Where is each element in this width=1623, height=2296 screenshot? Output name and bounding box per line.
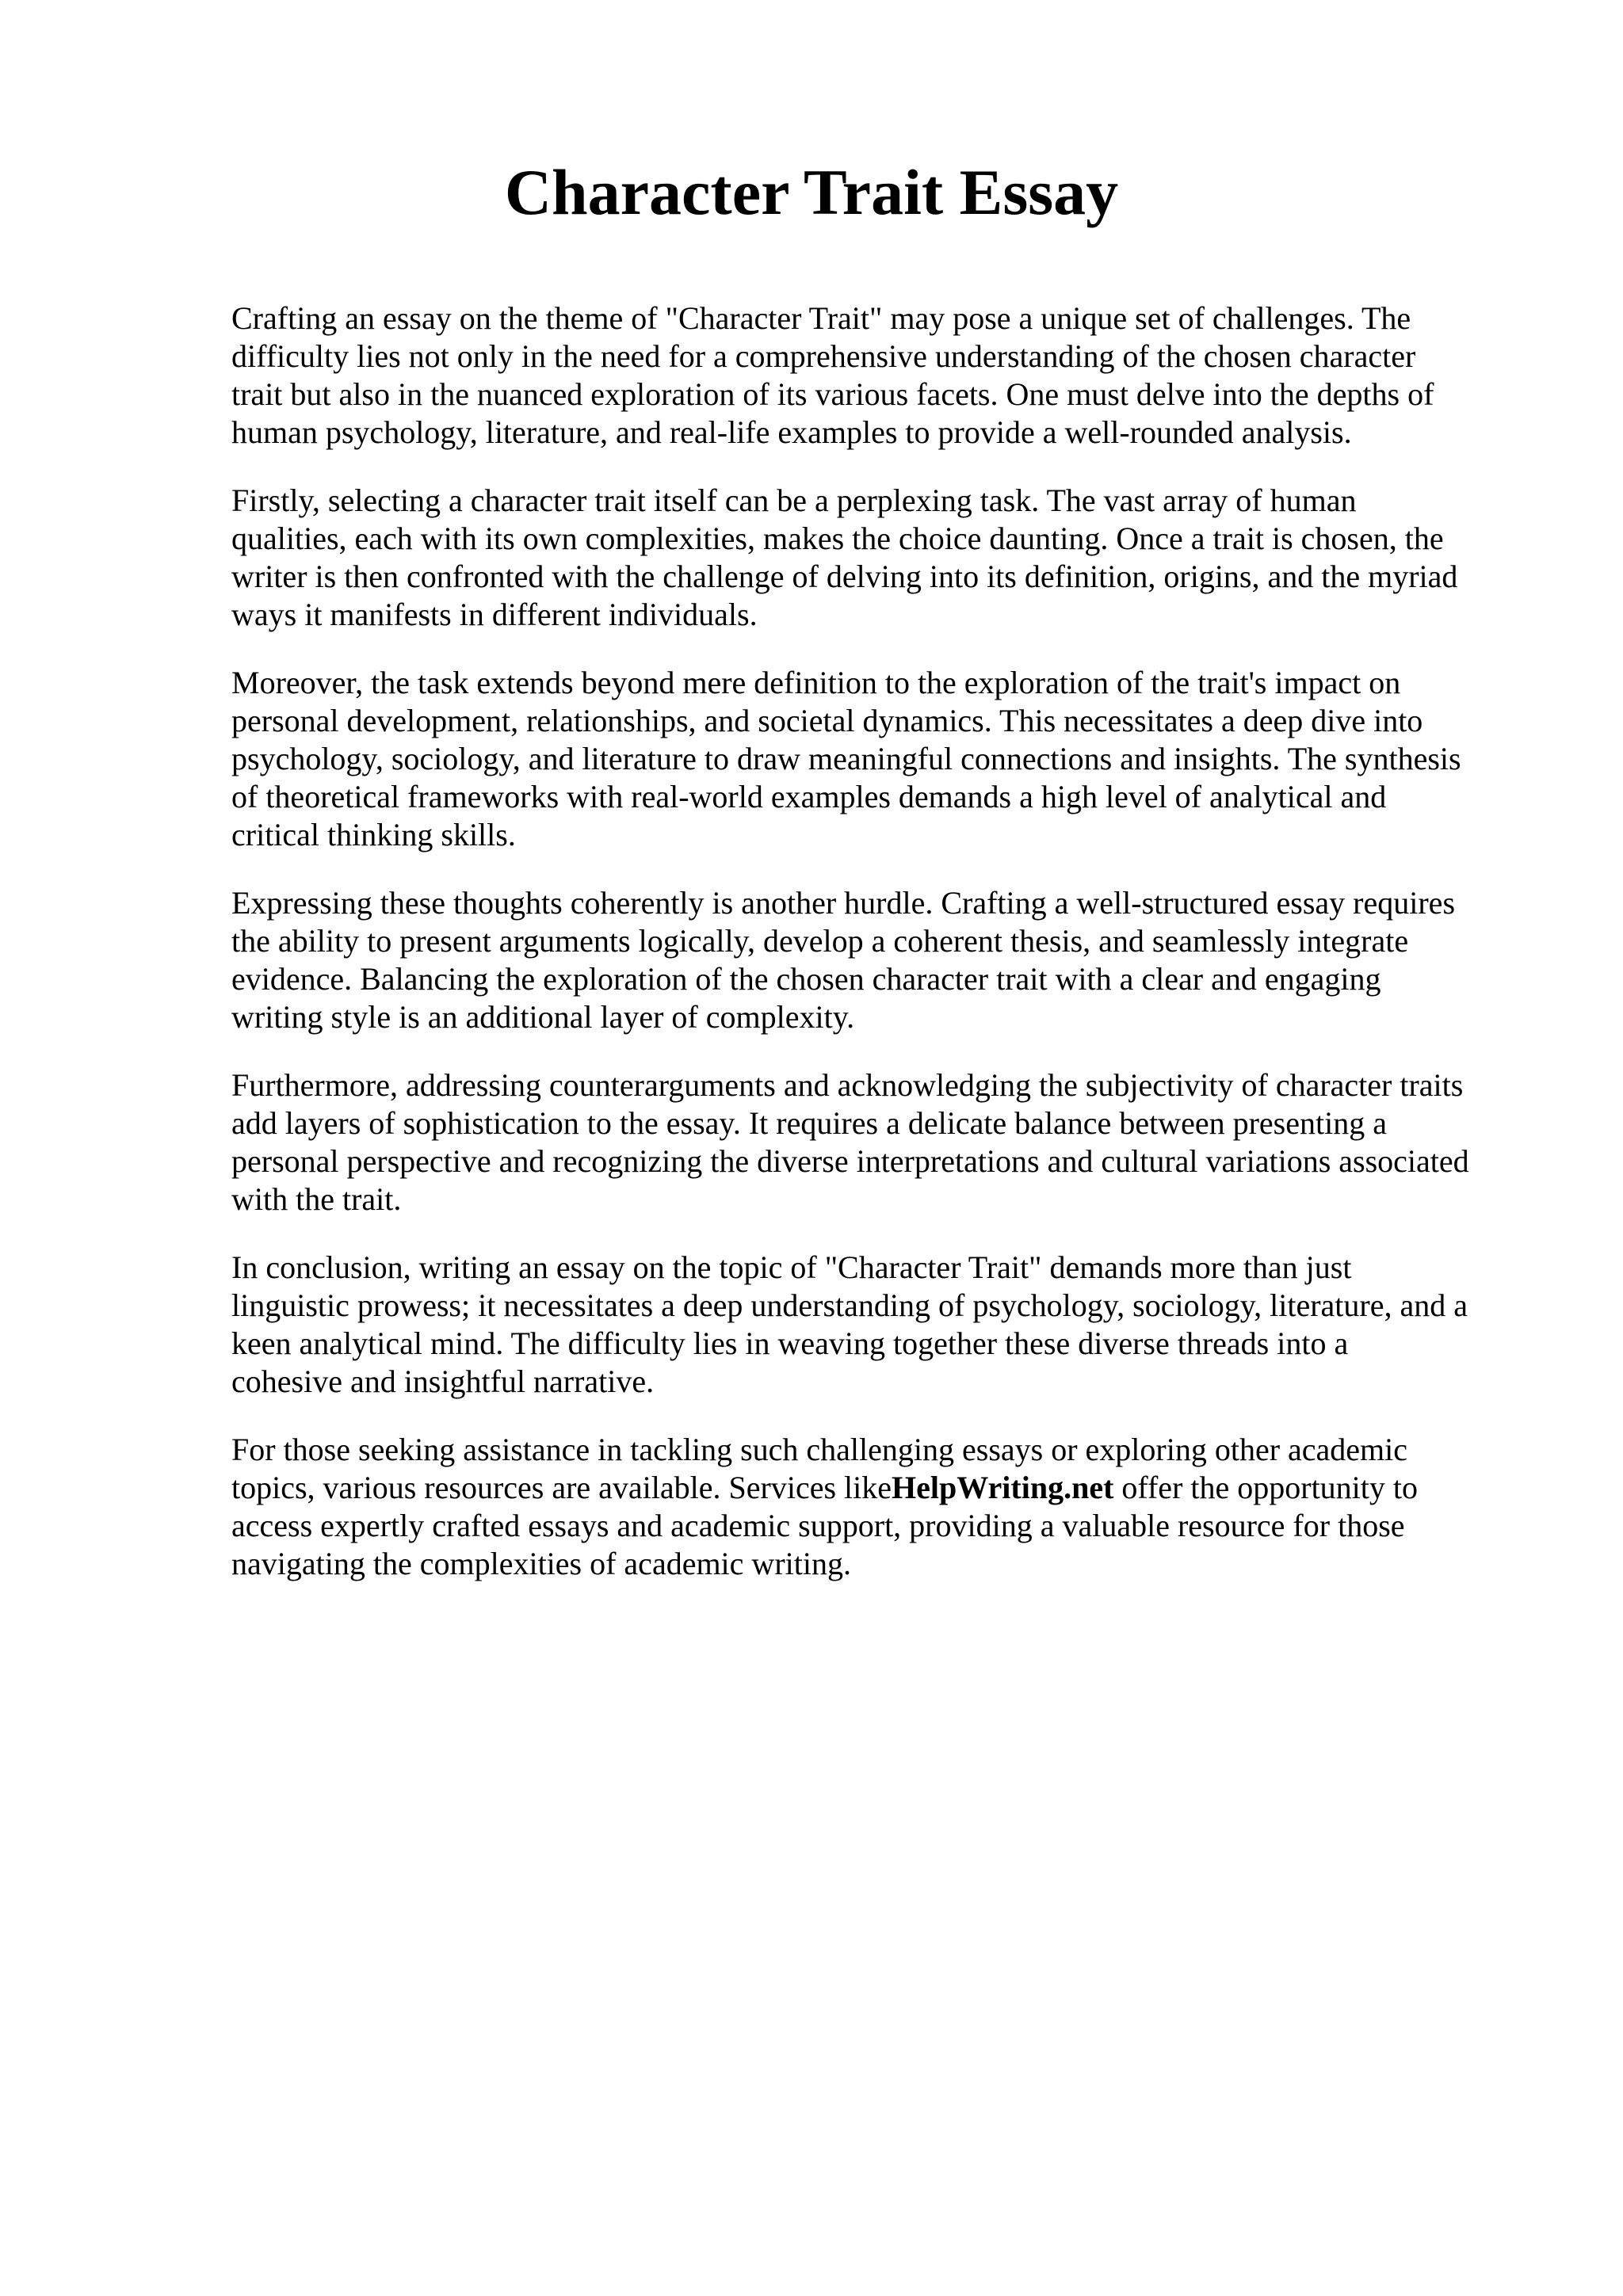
text-line: ways it manifests in different individuals. (231, 597, 758, 632)
text-line: trait but also in the nuanced exploration of its various facets. One must delve into the depths of (231, 376, 1434, 412)
text-line: difficulty lies not only in the need for a comprehensive understanding of the chosen character (231, 338, 1416, 374)
text-segment: topics, various resources are available. Services like (231, 1470, 892, 1505)
text-line: For those seeking assistance in tackling such challenging essays or exploring other academic (231, 1432, 1408, 1467)
text-line: add layers of sophistication to the essay. It requires a delicate balance between presenting a (231, 1105, 1387, 1141)
text-segment: offer the opportunity to (1113, 1470, 1419, 1505)
text-line: Moreover, the task extends beyond mere definition to the exploration of the trait's impact on (231, 665, 1401, 700)
text-line: Crafting an essay on the theme of "Character Trait" may pose a unique set of challenges. The (231, 300, 1411, 336)
paragraph-introduction (231, 299, 1523, 452)
text-line: writer is then confronted with the challenge of delving into its definition, origins, and the myriad (231, 559, 1458, 594)
text-line: navigating the complexities of academic writing. (231, 1546, 851, 1581)
text-line: personal perspective and recognizing the diverse interpretations and cultural variations associated (231, 1143, 1469, 1179)
paragraph-counterarguments (231, 1066, 1523, 1219)
helpwriting-brand-name: HelpWriting.net (892, 1470, 1114, 1505)
text-line: critical thinking skills. (231, 817, 516, 852)
paragraph-expression (231, 884, 1523, 1036)
text-line: human psychology, literature, and real-life examples to provide a well-rounded analysis. (231, 414, 1352, 450)
document-title: Character Trait Essay (504, 156, 1119, 228)
paragraph-exploration (231, 664, 1523, 854)
text-line: access expertly crafted essays and academic support, providing a valuable resource for those (231, 1508, 1405, 1543)
paragraph-selecting-trait (231, 482, 1523, 634)
text-line: cohesive and insightful narrative. (231, 1363, 655, 1399)
text-line: Firstly, selecting a character trait itself can be a perplexing task. The vast array of human (231, 482, 1357, 518)
text-line: evidence. Balancing the exploration of the chosen character trait with a clear and engaging (231, 961, 1381, 997)
text-line: writing style is an additional layer of complexity. (231, 999, 855, 1035)
text-line: with the trait. (231, 1181, 402, 1217)
text-line: the ability to present arguments logically, develop a coherent thesis, and seamlessly integrate (231, 923, 1409, 959)
text-line: qualities, each with its own complexities, makes the choice daunting. Once a trait is chosen, the (231, 521, 1444, 556)
text-line: keen analytical mind. The difficulty lies in weaving together these diverse threads into a (231, 1325, 1349, 1361)
paragraph-conclusion (231, 1249, 1523, 1401)
text-line (231, 1469, 1523, 1507)
text-line: linguistic prowess; it necessitates a deep understanding of psychology, sociology, literature, and a (231, 1287, 1468, 1323)
text-line: Furthermore, addressing counterarguments and acknowledging the subjectivity of character traits (231, 1067, 1464, 1103)
text-line: Expressing these thoughts coherently is another hurdle. Crafting a well-structured essay requires (231, 885, 1456, 921)
paragraph-resources (231, 1431, 1523, 1583)
essay-body (231, 299, 1523, 1613)
text-line: personal development, relationships, and societal dynamics. This necessitates a deep dive into (231, 703, 1423, 738)
text-line: of theoretical frameworks with real-world examples demands a high level of analytical and (231, 779, 1387, 814)
text-line: In conclusion, writing an essay on the topic of "Character Trait" demands more than just (231, 1249, 1352, 1285)
text-line: psychology, sociology, and literature to draw meaningful connections and insights. The synthesis (231, 741, 1461, 776)
